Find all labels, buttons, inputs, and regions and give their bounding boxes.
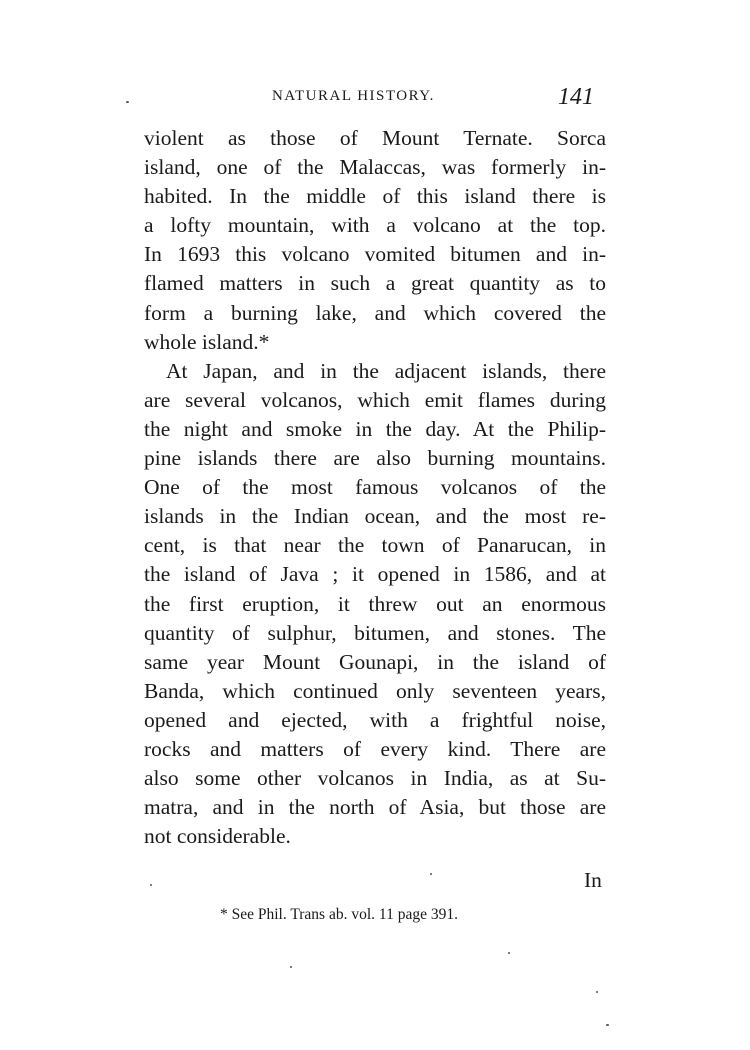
text-line: Banda, which continued only seventeen years, <box>144 678 606 703</box>
text-line: the night and smoke in the day. At the Philip- <box>144 416 606 441</box>
page-number: 141 <box>558 84 594 110</box>
body-text <box>144 124 606 851</box>
paper-speck <box>126 101 129 103</box>
text-line: violent as those of Mount Ternate. Sorca <box>144 126 606 150</box>
text-line: cent, is that near the town of Panarucan, in <box>144 533 606 558</box>
text-line: the island of Java ; it opened in 1586, and at <box>144 562 606 587</box>
catchword: In <box>584 868 602 892</box>
footnote: * See Phil. Trans ab. vol. 11 page 391. <box>220 906 458 923</box>
text-line: At Japan, and in the adjacent islands, there <box>166 358 606 383</box>
text-line: same year Mount Gounapi, in the island of <box>144 649 606 674</box>
text-line: rocks and matters of every kind. There are <box>144 736 606 761</box>
text-line: flamed matters in such a great quantity as to <box>144 271 606 296</box>
text-line: opened and ejected, with a frightful noise, <box>144 707 606 732</box>
text-line: matra, and in the north of Asia, but those are <box>144 795 606 820</box>
paper-speck <box>508 952 510 954</box>
text-line: pine islands there are also burning mountains. <box>144 446 606 471</box>
paper-speck <box>596 991 598 993</box>
paper-speck <box>150 884 152 886</box>
text-line: whole island.* <box>144 329 270 354</box>
text-line: are several volcanos, which emit flames during <box>144 387 606 412</box>
text-line: the first eruption, it threw out an enormous <box>144 591 606 616</box>
running-head: NATURAL HISTORY. <box>272 88 435 104</box>
text-line: habited. In the middle of this island there is <box>144 184 606 209</box>
paper-speck <box>290 966 292 968</box>
text-line: island, one of the Malaccas, was formerly in- <box>144 155 606 180</box>
paper-speck <box>430 873 432 875</box>
text-line: islands in the Indian ocean, and the most re- <box>144 504 606 529</box>
text-line: a lofty mountain, with a volcano at the top. <box>144 213 606 238</box>
text-line: also some other volcanos in India, as at Su- <box>144 766 606 791</box>
text-line: not considerable. <box>144 824 291 849</box>
paper-speck <box>606 1024 609 1026</box>
text-line: form a burning lake, and which covered the <box>144 300 606 325</box>
text-line: In 1693 this volcano vomited bitumen and in- <box>144 242 606 267</box>
text-line: quantity of sulphur, bitumen, and stones. The <box>144 620 606 645</box>
text-line: One of the most famous volcanos of the <box>144 475 606 500</box>
